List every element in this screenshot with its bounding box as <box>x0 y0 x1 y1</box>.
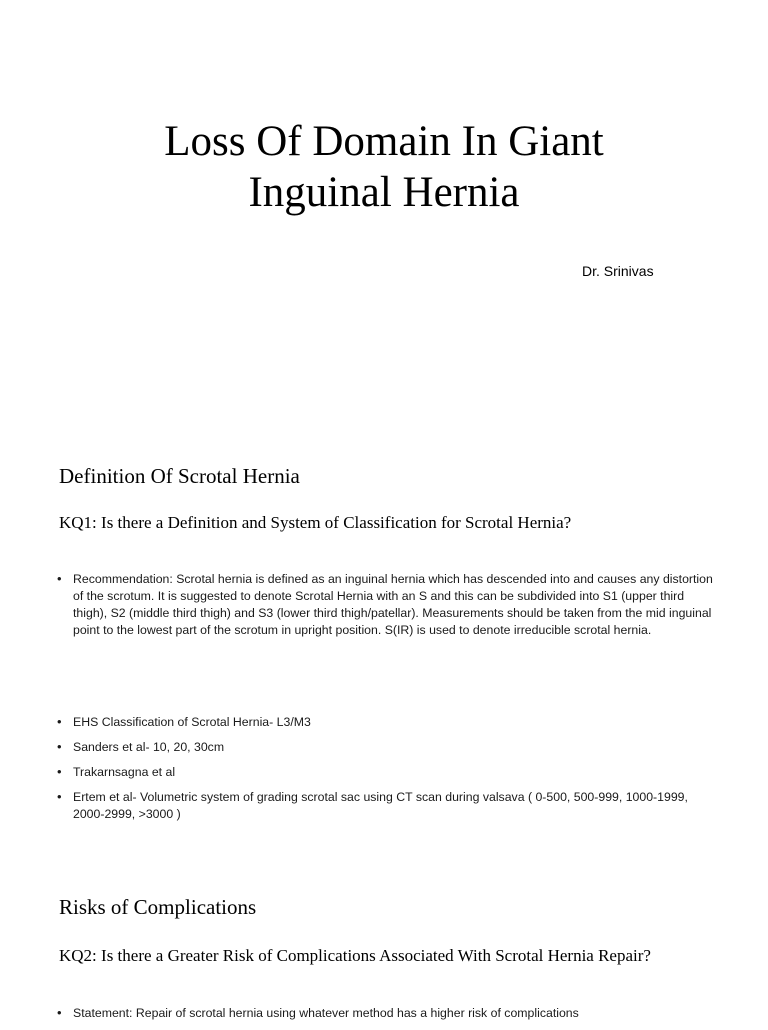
classification-item-ehs: • EHS Classification of Scrotal Hernia- L3/M3 <box>57 714 717 731</box>
recommendation-list <box>57 571 717 647</box>
title-line-1: Loss Of Domain In Giant <box>164 118 604 165</box>
key-question-1: KQ1: Is there a Definition and System of Classification for Scrotal Hernia? <box>59 513 572 532</box>
statement-item: • Statement: Repair of scrotal hernia using whatever method has a higher risk of complications <box>57 1005 717 1022</box>
author-name: Dr. Srinivas <box>582 263 654 279</box>
title-line-2: Inguinal Hernia <box>248 169 520 216</box>
classification-list <box>57 714 717 831</box>
classification-item-ertem: • Ertem et al- Volumetric system of grading scrotal sac using CT scan during valsava ( 0-500, 500-999, 1000-1999, 2000-2999, >3000 ) <box>57 789 717 823</box>
statement-list <box>57 1005 717 1030</box>
classification-item-sanders: • Sanders et al- 10, 20, 30cm <box>57 739 717 756</box>
recommendation-item: • Recommendation: Scrotal hernia is defined as an inguinal hernia which has descended into and causes any distortion of the scrotum. It is suggested to denote Scrotal Hernia with an S and this can be subdivided into S1 (upper third thigh), S2 (middle third thigh) and S3 (lower third thigh/patellar). Measurements should be taken from the mid inguinal point to the lowest part of the scrotum in upright position. S(IR) is used to denote irreducible scrotal hernia. <box>57 571 717 639</box>
section-heading-definition: Definition Of Scrotal Hernia <box>59 464 300 488</box>
classification-item-trakarnsagna: • Trakarnsagna et al <box>57 764 717 781</box>
section-heading-risks: Risks of Complications <box>59 895 257 919</box>
key-question-2: KQ2: Is there a Greater Risk of Complications Associated With Scrotal Hernia Repair? <box>59 946 651 965</box>
presentation-title <box>84 116 684 218</box>
